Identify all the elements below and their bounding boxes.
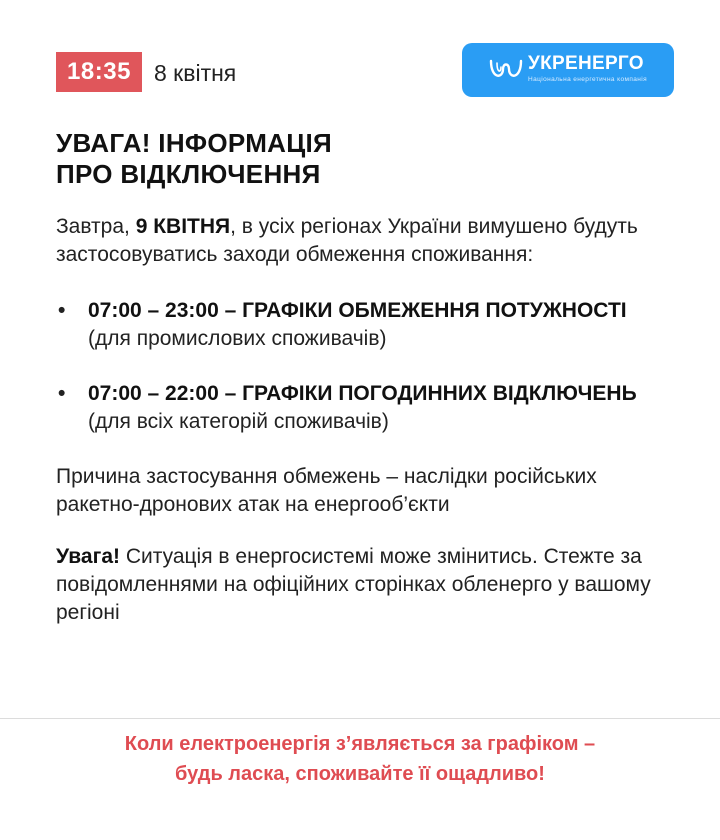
reason-paragraph: Причина застосування обмежень – наслідки російських ракетно-дронових атак на енергооб’єкти [56,465,597,516]
date-label: 8 квітня [154,60,237,86]
time-badge: 18:35 [56,52,142,92]
intro-date: 9 КВІТНЯ [135,215,231,238]
footer-divider [0,718,720,719]
page-title [56,128,666,190]
bullet-dot: • [58,382,66,405]
schedule-note: (для промислових споживачів) [88,327,387,350]
intro-paragraph [56,213,666,269]
footer-line-1: Коли електроенергія з’являється за графіком – [124,733,596,755]
schedule-title: 07:00 – 23:00 – ГРАФІКИ ОБМЕЖЕННЯ ПОТУЖНОСТІ [88,299,627,322]
schedule-title: 07:00 – 22:00 – ГРАФІКИ ПОГОДИННИХ ВІДКЛЮЧЕНЬ [88,382,637,405]
schedule-list [56,297,666,436]
warning-text: Ситуація в енергосистемі може змінитись. Стежте за повідомленнями на офіційних сторінках обленерго у вашому регіоні [56,545,651,624]
footer-message [0,729,720,789]
bullet-dot: • [58,299,66,322]
ukrenergo-logo-icon [488,57,524,83]
warning-label: Увага! [56,545,120,568]
intro-post: , в усіх регіонах України вимушено будуть застосовуватись заходи обмеження споживання: [56,215,638,266]
header [56,52,674,96]
logo-name: УКРЕНЕРГО [528,53,644,74]
title-line-2: ПРО ВІДКЛЮЧЕННЯ [56,159,321,189]
warning-paragraph [56,543,666,627]
list-item [56,380,666,436]
ukrenergo-logo [462,43,674,97]
schedule-note: (для всіх категорій споживачів) [88,410,389,433]
main-content [56,128,666,627]
intro-pre: Завтра, [56,215,136,238]
logo-subtitle: Національна енергетична компанія [528,76,648,83]
footer-line-2: будь ласка, споживайте її ощадливо! [175,763,545,785]
title-line-1: УВАГА! ІНФОРМАЦІЯ [56,128,333,158]
list-item [56,297,666,353]
